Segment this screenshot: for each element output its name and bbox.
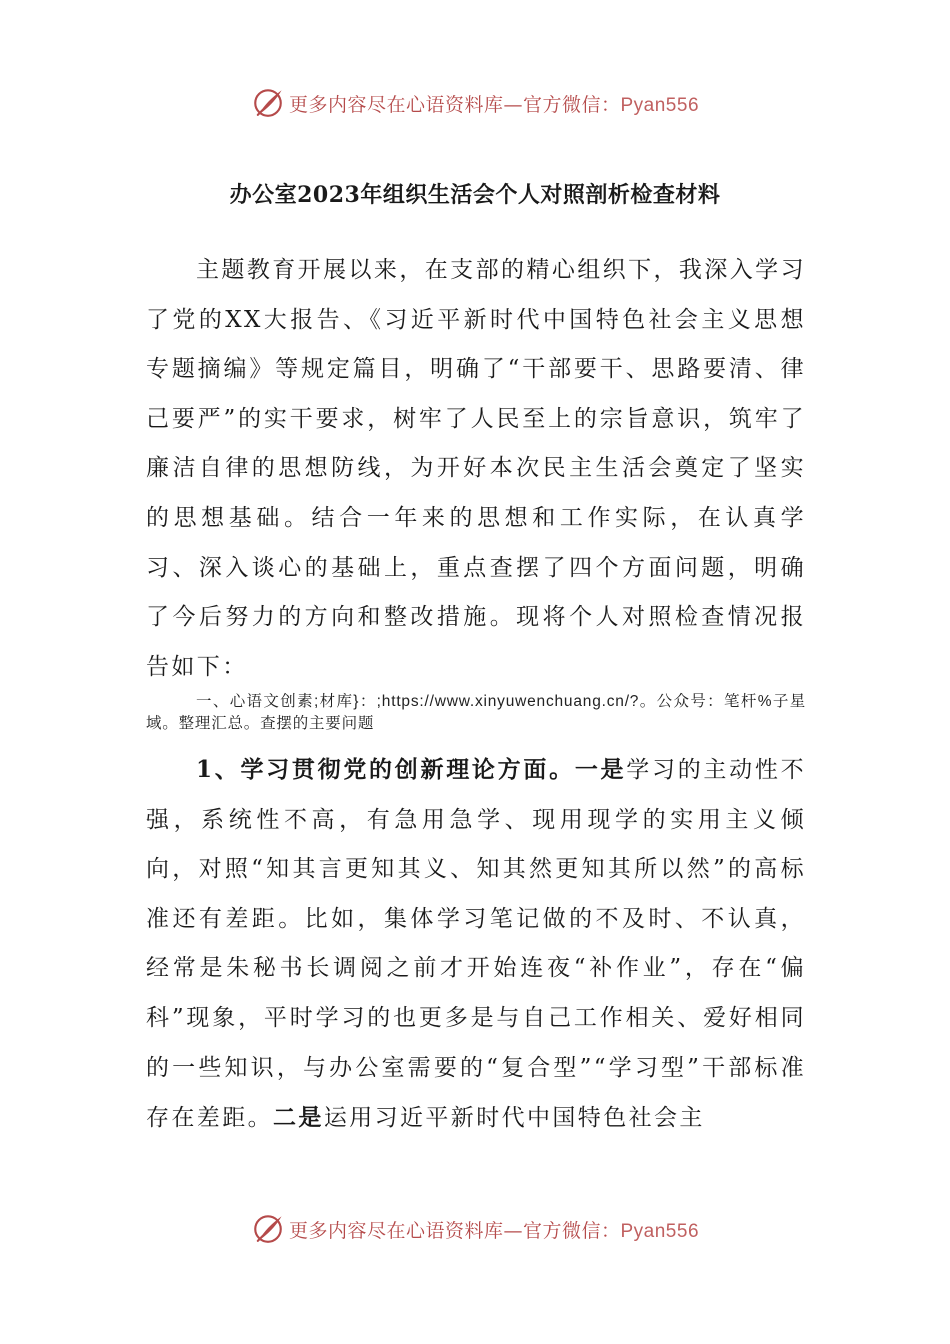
section-heading: 一、心语文创素;材库}：;https://www.xinyuwenchuang.cn/?。公众号：笔杆%子星域。整理汇总。查摆的主要问题	[146, 693, 806, 732]
header-watermark-banner	[0, 83, 950, 123]
quill-pen-logo-icon	[251, 1212, 285, 1246]
banner-text: 更多内容尽在心语资料库—官方微信：Pyan556	[288, 93, 700, 116]
footer-watermark-banner	[0, 1209, 950, 1249]
point-1-second-label: 二是	[273, 1104, 324, 1132]
document-title: 办公室2023年组织生活会个人对照剖析检查材料	[229, 182, 721, 208]
point-1-heading: 1、学习贯彻党的创新理论方面。	[196, 756, 575, 783]
quill-pen-logo-icon	[251, 86, 285, 120]
wechat-id: Pyan556	[620, 94, 700, 116]
wechat-id: Pyan556	[620, 1220, 700, 1242]
banner-text: 更多内容尽在心语资料库—官方微信：Pyan556	[288, 1219, 700, 1242]
point-1-paragraph	[146, 745, 806, 1144]
intro-paragraph: 主题教育开展以来，在支部的精心组织下，我深入学习了党的XX大报告、《习近平新时代中国特色社会主义思想专题摘编》等规定篇目，明确了“干部要干、思路要清、律己要严”的实干要求，树牢了人民至上的宗旨意识，筑牢了廉洁自律的思想防线，为开好本次民主生活会奠定了坚实的思想基础。结合一年来的思想和工作实际，在认真学习、深入谈心的基础上，重点查摆了四个方面问题，明确了今后努力的方向和整改措施。现将个人对照检查情况报告如下：	[146, 257, 806, 680]
point-1-first-text: 学习的主动性不强，系统性不高，有急用急学、现用现学的实用主义倾向，对照“知其言更知其义、知其然更知其所以然”的高标准还有差距。比如，集体学习笔记做的不及时、不认真，经常是朱秘书长调阅之前才开始连夜“补作业”，存在“偏科”现象，平时学习的也更多是与自己工作相关、爱好相同的一些知识，与办公室需要的“复合型”“学习型”干部标准存在差距。	[146, 757, 806, 1132]
point-1-second-text: 运用习近平新时代中国特色社会主	[323, 1105, 705, 1132]
point-1-first-label: 一是	[574, 756, 627, 783]
